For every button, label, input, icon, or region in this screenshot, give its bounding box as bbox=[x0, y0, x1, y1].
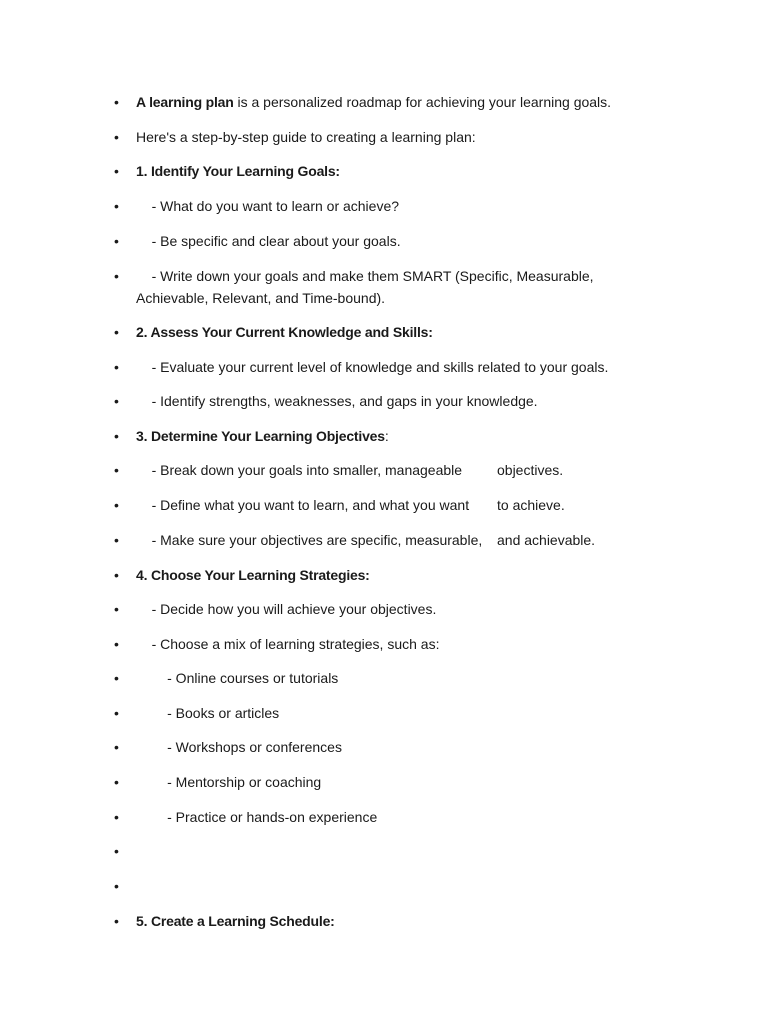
list-item bbox=[114, 806, 666, 828]
list-heading bbox=[114, 321, 666, 343]
list-item bbox=[114, 529, 666, 551]
bullet-marker: • bbox=[114, 705, 119, 721]
item-text: is a personalized roadmap for achieving your learning goals. bbox=[233, 94, 612, 110]
item-text: Here's a step-by-step guide to creating a learning plan: bbox=[136, 129, 476, 145]
list-item bbox=[114, 390, 666, 412]
list-heading bbox=[114, 160, 666, 182]
list-item bbox=[114, 425, 666, 447]
bullet-marker: • bbox=[114, 163, 119, 179]
item-text: - Practice or hands-on experience bbox=[136, 809, 378, 825]
item-tail-text: and achievable. bbox=[497, 532, 596, 548]
bold-text: 4. Choose Your Learning Strategies: bbox=[136, 567, 370, 583]
bold-text: 1. Identify Your Learning Goals: bbox=[136, 163, 340, 179]
item-text: - Mentorship or coaching bbox=[136, 774, 322, 790]
bullet-marker: • bbox=[114, 532, 119, 548]
list-item bbox=[114, 356, 666, 378]
bullet-marker: • bbox=[114, 428, 119, 444]
bold-text: 2. Assess Your Current Knowledge and Skills: bbox=[136, 324, 433, 340]
item-text: - Write down your goals and make them SMART (Specific, Measurable, Achievable, Relevant, and Time-bound). bbox=[136, 268, 597, 306]
bold-text: 3. Determine Your Learning Objectives bbox=[136, 428, 385, 444]
item-tail-text: to achieve. bbox=[497, 497, 565, 513]
list-item bbox=[114, 230, 666, 252]
bold-text: A learning plan bbox=[136, 94, 234, 110]
bullet-marker: • bbox=[114, 129, 119, 145]
list-item bbox=[114, 771, 666, 793]
bullet-marker: • bbox=[114, 268, 119, 284]
item-text: - Identify strengths, weaknesses, and gaps in your knowledge. bbox=[136, 393, 538, 409]
bullet-marker: • bbox=[114, 601, 119, 617]
list-item bbox=[114, 126, 666, 148]
list-item bbox=[114, 633, 666, 655]
item-text: - Choose a mix of learning strategies, such as: bbox=[136, 636, 440, 652]
bullet-marker: • bbox=[114, 233, 119, 249]
bullet-marker: • bbox=[114, 497, 119, 513]
item-text: - Make sure your objectives are specific, measurable, bbox=[136, 532, 483, 548]
bold-text: 5. Create a Learning Schedule: bbox=[136, 913, 335, 929]
list-item bbox=[114, 667, 666, 689]
bullet-marker: • bbox=[114, 670, 119, 686]
item-text: - Decide how you will achieve your objectives. bbox=[136, 601, 437, 617]
list-item bbox=[114, 459, 666, 481]
list-item bbox=[114, 195, 666, 217]
bullet-marker: • bbox=[114, 636, 119, 652]
bullet-marker: • bbox=[114, 843, 119, 859]
list-item bbox=[114, 702, 666, 724]
bullet-marker: • bbox=[114, 393, 119, 409]
bullet-marker: • bbox=[114, 324, 119, 340]
bullet-marker: • bbox=[114, 878, 119, 894]
item-text: - What do you want to learn or achieve? bbox=[136, 198, 400, 214]
bullet-marker: • bbox=[114, 739, 119, 755]
item-text: - Be specific and clear about your goals. bbox=[136, 233, 401, 249]
list-item bbox=[114, 265, 666, 309]
item-text: - Evaluate your current level of knowledge and skills related to your goals. bbox=[136, 359, 609, 375]
item-text: - Online courses or tutorials bbox=[136, 670, 339, 686]
bullet-marker: • bbox=[114, 462, 119, 478]
list-item bbox=[114, 91, 666, 113]
list-heading bbox=[114, 564, 666, 586]
list-item bbox=[114, 598, 666, 620]
bullet-marker: • bbox=[114, 359, 119, 375]
bullet-marker: • bbox=[114, 913, 119, 929]
item-tail-text: objectives. bbox=[497, 462, 564, 478]
item-text: - Define what you want to learn, and what you want bbox=[136, 497, 470, 513]
list-item bbox=[114, 494, 666, 516]
item-text: - Workshops or conferences bbox=[136, 739, 342, 755]
bullet-marker: • bbox=[114, 94, 119, 110]
list-item bbox=[114, 736, 666, 758]
list-heading bbox=[114, 910, 666, 932]
bullet-marker: • bbox=[114, 198, 119, 214]
bullet-marker: • bbox=[114, 567, 119, 583]
bullet-marker: • bbox=[114, 809, 119, 825]
item-text: - Break down your goals into smaller, manageable bbox=[136, 462, 463, 478]
bullet-marker: • bbox=[114, 774, 119, 790]
item-text: : bbox=[384, 428, 389, 444]
item-text: - Books or articles bbox=[136, 705, 280, 721]
